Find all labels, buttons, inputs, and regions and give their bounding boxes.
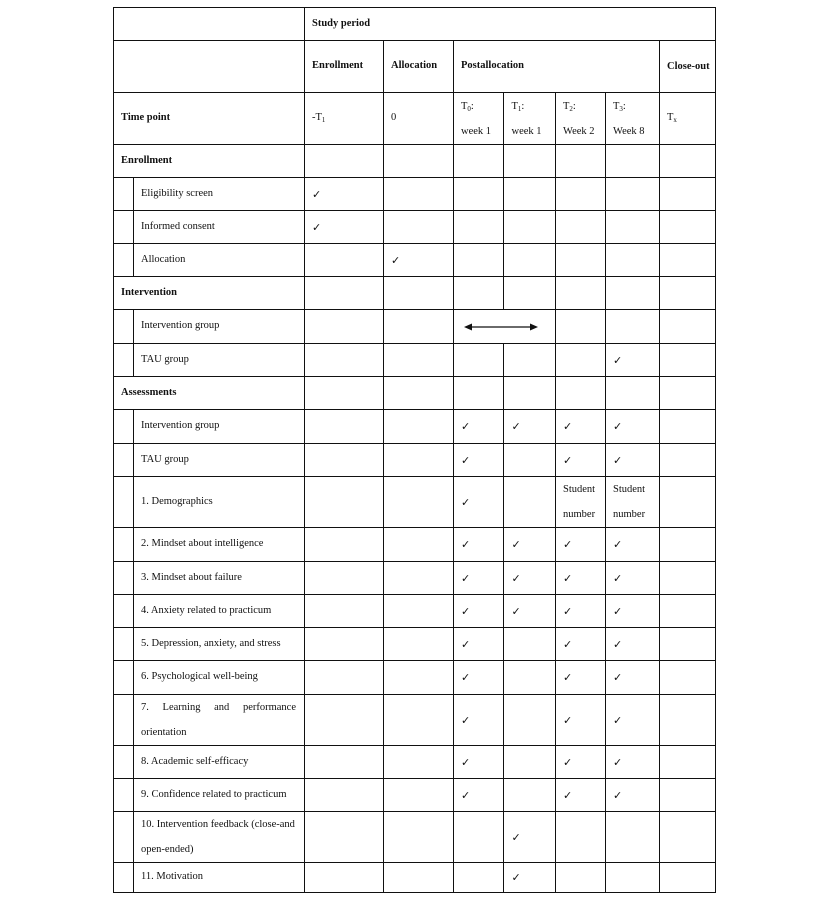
student-number-note: Student number (556, 477, 606, 528)
row-label-wellbeing: 6. Psychological well-being (134, 661, 305, 695)
time-point-enrollment: $-T_1$ (305, 93, 384, 145)
section-label-enrollment: Enrollment (114, 145, 305, 178)
check-mark: ✓ (556, 746, 606, 779)
header-row-time-points (114, 93, 716, 145)
row-label-intervention-group: Intervention group (134, 310, 305, 344)
time-point-t3: $T_3$: Week 8 (606, 93, 660, 145)
check-mark: ✓ (606, 595, 660, 628)
table-row-demographics (114, 477, 716, 528)
time-point-label: Time point (114, 93, 305, 145)
postallocation-phase-header: Postallocation (454, 41, 660, 93)
table-row-wellbeing (114, 661, 716, 695)
time-point-t0: $T_0$: week 1 (454, 93, 504, 145)
check-mark: ✓ (606, 661, 660, 695)
closeout-phase-header: Close-out (660, 41, 716, 93)
row-label-motivation: 11. Motivation (134, 863, 305, 893)
check-mark: ✓ (556, 562, 606, 595)
check-mark: ✓ (454, 477, 504, 528)
check-mark: ✓ (504, 410, 556, 444)
check-mark: ✓ (556, 595, 606, 628)
header-empty-cell (114, 8, 305, 41)
check-mark: ✓ (504, 595, 556, 628)
row-label-anxiety-practicum: 4. Anxiety related to practicum (134, 595, 305, 628)
time-point-allocation: 0 (384, 93, 454, 145)
check-mark: ✓ (305, 178, 384, 211)
row-label-demographics: 1. Demographics (134, 477, 305, 528)
table-row-motivation (114, 863, 716, 893)
check-mark: ✓ (556, 628, 606, 661)
allocation-phase-header: Allocation (384, 41, 454, 93)
row-label-feedback: 10. Intervention feedback (close-and open-ended) (134, 812, 305, 863)
check-mark: ✓ (556, 779, 606, 812)
double-arrow-icon (454, 321, 555, 333)
check-mark: ✓ (606, 528, 660, 562)
check-mark: ✓ (556, 444, 606, 477)
check-mark: ✓ (556, 410, 606, 444)
check-mark: ✓ (454, 746, 504, 779)
table-row-allocation (114, 244, 716, 277)
check-mark: ✓ (504, 528, 556, 562)
table-row-mindset-failure (114, 562, 716, 595)
table-row-learning-orientation (114, 695, 716, 746)
check-mark: ✓ (454, 779, 504, 812)
table-row-consent (114, 211, 716, 244)
table-row-intervention-group (114, 310, 716, 344)
row-label-consent: Informed consent (134, 211, 305, 244)
study-period-header: Study period (305, 8, 716, 41)
check-mark: ✓ (454, 628, 504, 661)
check-mark: ✓ (556, 661, 606, 695)
check-mark: ✓ (454, 410, 504, 444)
check-mark: ✓ (504, 562, 556, 595)
check-mark: ✓ (556, 695, 606, 746)
row-label-mindset-failure: 3. Mindset about failure (134, 562, 305, 595)
row-label-confidence: 9. Confidence related to practicum (134, 779, 305, 812)
row-label-assess-tau: TAU group (134, 444, 305, 477)
check-mark: ✓ (606, 562, 660, 595)
table-row-depression-anxiety-stress (114, 628, 716, 661)
time-point-t1: $T_1$: week 1 (504, 93, 556, 145)
table-row-self-efficacy (114, 746, 716, 779)
intervention-period-arrow (454, 310, 556, 344)
check-mark: ✓ (504, 863, 556, 893)
check-mark: ✓ (556, 528, 606, 562)
check-mark: ✓ (454, 661, 504, 695)
table-row-eligibility (114, 178, 716, 211)
table-row-confidence-practicum (114, 779, 716, 812)
check-mark: ✓ (606, 746, 660, 779)
check-mark: ✓ (454, 695, 504, 746)
check-mark: ✓ (606, 695, 660, 746)
section-row-intervention (114, 277, 716, 310)
check-mark: ✓ (384, 244, 454, 277)
row-label-eligibility: Eligibility screen (134, 178, 305, 211)
time-point-t2: $T_2$: Week 2 (556, 93, 606, 145)
check-mark: ✓ (504, 812, 556, 863)
header-row-study-period (114, 8, 716, 41)
check-mark: ✓ (454, 562, 504, 595)
row-label-self-efficacy: 8. Academic self-efficacy (134, 746, 305, 779)
table-row-mindset-intelligence (114, 528, 716, 562)
section-label-intervention: Intervention (114, 277, 305, 310)
row-label-assess-intervention: Intervention group (134, 410, 305, 444)
check-mark: ✓ (606, 444, 660, 477)
check-mark: ✓ (606, 779, 660, 812)
check-mark: ✓ (606, 344, 660, 377)
student-number-note: Student number (606, 477, 660, 528)
spirit-schedule-table (113, 7, 716, 893)
section-row-assessments (114, 377, 716, 410)
time-point-tx: $T_x$ (660, 93, 716, 145)
check-mark: ✓ (606, 628, 660, 661)
check-mark: ✓ (305, 211, 384, 244)
check-mark: ✓ (606, 410, 660, 444)
check-mark: ✓ (454, 595, 504, 628)
row-label-learning: 7. Learning and performance orientation (134, 695, 305, 746)
header-empty-cell (114, 41, 305, 93)
check-mark: ✓ (454, 444, 504, 477)
table-row-anxiety-practicum (114, 595, 716, 628)
check-mark: ✓ (454, 528, 504, 562)
row-label-allocation: Allocation (134, 244, 305, 277)
header-row-phases (114, 41, 716, 93)
enrollment-phase-header: Enrollment (305, 41, 384, 93)
row-label-tau-group: TAU group (134, 344, 305, 377)
section-row-enrollment (114, 145, 716, 178)
table-row-assess-tau (114, 444, 716, 477)
table-row-tau-group (114, 344, 716, 377)
row-label-mindset-intelligence: 2. Mindset about intelligence (134, 528, 305, 562)
table-row-assess-intervention (114, 410, 716, 444)
row-label-das: 5. Depression, anxiety, and stress (134, 628, 305, 661)
table-row-intervention-feedback (114, 812, 716, 863)
section-label-assessments: Assessments (114, 377, 305, 410)
